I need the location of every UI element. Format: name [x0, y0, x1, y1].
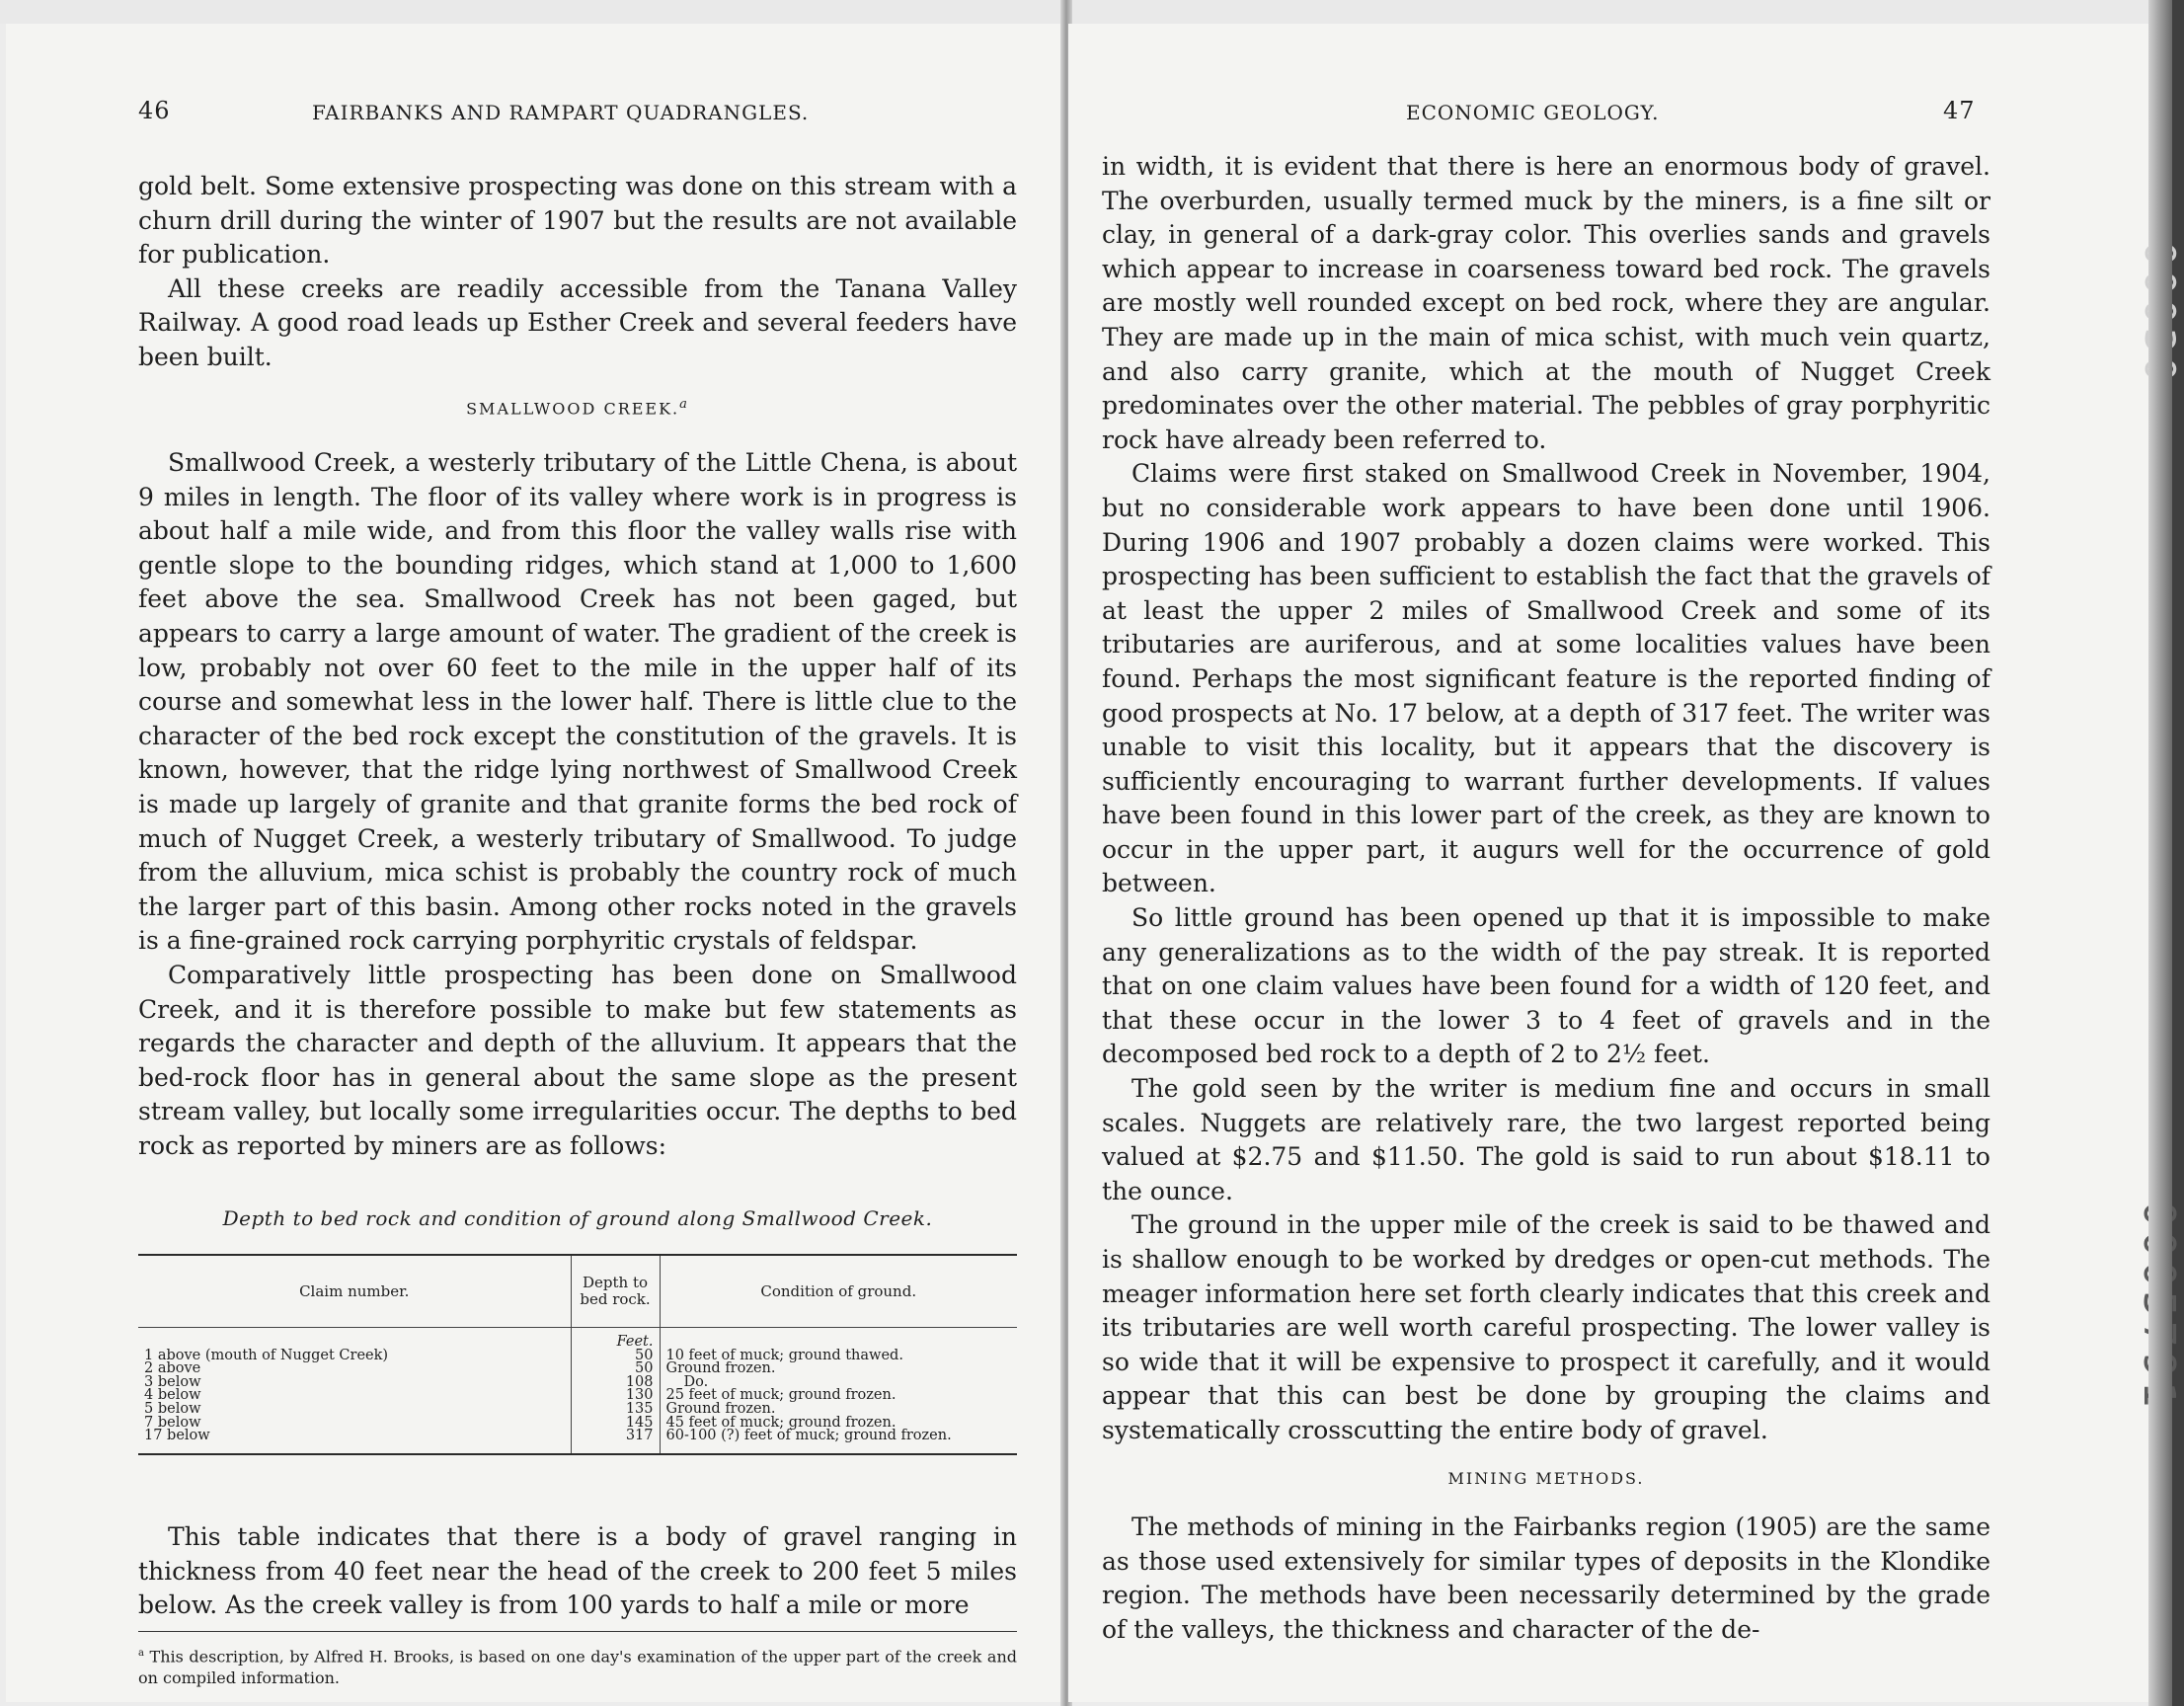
paragraph: in width, it is evident that there is here an enormous body of gravel. The overburden, usually termed muck by the miners, is a fine silt or clay, in general of a dark-gray color. This overlies sands and gravels which appear to increase in coarseness toward bed rock. The gravels are mostly well rounded except on bed rock, where they are angular. They are made up in the main of mica schist, with much vein quartz, and also carry granite, which at the mouth of Nugget Creek predominates over the other material. The pebbles of gray porphyritic rock have already been referred to. — [1102, 152, 1990, 454]
footnote-reference: a — [679, 397, 689, 412]
left-page-number: 46 — [138, 97, 171, 124]
claims-table — [138, 1254, 1017, 1455]
condition-cell: Ground frozen. — [660, 1403, 1017, 1417]
condition-cell: 10 feet of muck; ground thawed. — [660, 1350, 1017, 1363]
depth-cell: 50 — [571, 1362, 660, 1376]
scan-top-edge — [0, 0, 2172, 24]
paragraph: The methods of mining in the Fairbanks region (1905) are the same as those used extensively for similar types of deposits in the Klondike region. The methods have been necessarily determined by the grade of the valleys, the thickness and character of the de- — [1102, 1512, 1990, 1644]
paragraph: This table indicates that there is a body of gravel ranging in thickness from 40 feet near the head of the creek to 200 feet 5 miles below. As the creek valley is from 100 yards to half a mile or more — [138, 1522, 1017, 1620]
claim-cell: 3 below — [144, 1373, 201, 1390]
claim-cell: 4 below — [144, 1387, 201, 1404]
condition-cell: 25 feet of muck; ground frozen. — [660, 1389, 1017, 1403]
table-caption: Depth to bed rock and condition of ground along Smallwood Creek. — [222, 1206, 933, 1230]
table-row — [138, 1389, 1017, 1403]
section-heading-text: SMALLWOOD CREEK. — [466, 399, 680, 419]
table-header-depth: Depth to bed rock. — [571, 1255, 660, 1328]
paragraph: Claims were first staked on Smallwood Creek in November, 1904, but no considerable work appears to have been done until 1906. During 1906 and 1907 probably a dozen claims were worked. This prospecting has been sufficient to establish the fact that the gravels of at least the upper 2 miles of Smallwood Creek and some of its tributaries are auriferous, and at some localities values have been found. Perhaps the most significant feature is the reported finding of good prospects at No. 17 below, at a depth of 317 feet. The writer was unable to visit this locality, but it appears that the discovery is sufficiently encouraging to warrant further developments. If values have been found in this lower part of the creek, as they are known to occur in the upper part, it augurs well for the occurrence of gold between. — [1102, 459, 1990, 898]
condition-cell: Ground frozen. — [660, 1362, 1017, 1376]
left-running-title: FAIRBANKS AND RAMPART QUADRANGLES. — [312, 101, 810, 124]
right-running-title: ECONOMIC GEOLOGY. — [1406, 101, 1660, 124]
paragraph: The gold seen by the writer is medium fine and occurs in small scales. Nuggets are relatively rare, the two largest reported being valued at $2.75 and $11.50. The gold is said to run about $18.11 to the ounce. — [1102, 1074, 1990, 1205]
depth-cell: 145 — [571, 1417, 660, 1431]
paragraph: All these creeks are readily accessible from the Tanana Valley Railway. A good road leads up Esther Creek and several feeders have been built. — [138, 273, 1017, 371]
claim-cell: 1 above (mouth of Nugget Creek) — [144, 1347, 389, 1363]
depth-cell: 317 — [571, 1430, 660, 1454]
table-header-condition: Condition of ground. — [660, 1255, 1017, 1328]
footnote-rule — [138, 1631, 1017, 1632]
claim-cell: 17 below — [138, 1430, 571, 1454]
footnote — [138, 1643, 1017, 1689]
left-top-text — [138, 170, 1017, 375]
paragraph: Smallwood Creek, a westerly tributary of the Little Chena, is about 9 miles in length. The floor of its valley where work is in progress is about half a mile wide, and from this floor the valley walls rise with gentle slope to the bounding ridges, which stand at 1,000 to 1,600 feet above the sea. Smallwood Creek has not been gaged, but appears to carry a large amount of water. The gradient of the creek is low, probably not over 60 feet to the mile in the upper half of its course and somewhat less in the lower half. There is little clue to the character of the bed rock except the constitution of the gravels. It is known, however, that the ridge lying northwest of Smallwood Creek is made up largely of granite and that granite forms the bed rock of much of Nugget Creek, a westerly tributary of Smallwood. To judge from the alluvium, mica schist is probably the country rock of much the larger part of this basin. Among other rocks noted in the gravels is a fine-grained rock carrying porphyritic crystals of feldspar. — [138, 448, 1017, 956]
depth-cell: 50 — [571, 1350, 660, 1363]
footnote-text: This description, by Alfred H. Brooks, is based on one day's examination of the upper part of the creek and on compiled information. — [138, 1647, 1017, 1688]
claim-cell: 2 above — [144, 1360, 201, 1377]
right-page-number: 47 — [1943, 97, 1976, 124]
depth-cell: 130 — [571, 1389, 660, 1403]
table-unit: Feet. — [571, 1328, 660, 1350]
section-heading-mining-methods: MINING METHODS. — [1447, 1469, 1645, 1488]
depth-cell: 135 — [571, 1403, 660, 1417]
depth-cell: 108 — [571, 1376, 660, 1390]
paragraph: gold belt. Some extensive prospecting was done on this stream with a churn drill during the winter of 1907 but the results are not available for publication. — [138, 172, 1017, 270]
claim-cell: 5 below — [144, 1400, 201, 1417]
paragraph: So little ground has been opened up that it is impossible to make any generalizations as to the width of the pay streak. It is reported that on one claim values have been found for a width of 120 feet, and that these occur in the lower 3 to 4 feet of gravels and in the decomposed bed rock to a depth of 2 to 2½ feet. — [1102, 903, 1990, 1069]
condition-cell: Do. — [660, 1376, 1017, 1390]
left-page — [6, 24, 1064, 1702]
right-bottom-text — [1102, 1511, 1990, 1647]
table-row — [138, 1362, 1017, 1376]
scan-right-edge — [2148, 0, 2172, 1706]
right-page — [1068, 24, 2166, 1702]
left-mid-text — [138, 446, 1017, 1163]
footnote-mark: a — [138, 1648, 144, 1659]
section-heading-smallwood — [138, 397, 1017, 418]
table-header-claim: Claim number. — [138, 1255, 571, 1328]
table-row — [138, 1430, 1017, 1454]
right-main-text — [1102, 150, 1990, 1448]
condition-cell: 45 feet of muck; ground frozen. — [660, 1417, 1017, 1431]
paragraph: Comparatively little prospecting has been done on Smallwood Creek, and it is therefore possible to make but few statements as regards the character and depth of the alluvium. It appears that the bed-rock floor has in general about the same slope as the present stream valley, but locally some irregularities occur. The depths to bed rock as reported by miners are as follows: — [138, 960, 1017, 1160]
paragraph: The ground in the upper mile of the creek is said to be thawed and is shallow enough to be worked by dredges or open-cut methods. The meager information here set forth clearly indicates that this creek and its tributaries are well worth careful prospecting. The lower valley is so wide that it will be expensive to prospect it carefully, and it would appear that this can best be done by grouping the claims and systematically crosscutting the entire body of gravel. — [1102, 1210, 1990, 1444]
left-bottom-text — [138, 1520, 1017, 1623]
table-row — [138, 1350, 1017, 1363]
claim-cell: 7 below — [144, 1414, 201, 1431]
condition-cell: 60-100 (?) feet of muck; ground frozen. — [660, 1430, 1017, 1454]
